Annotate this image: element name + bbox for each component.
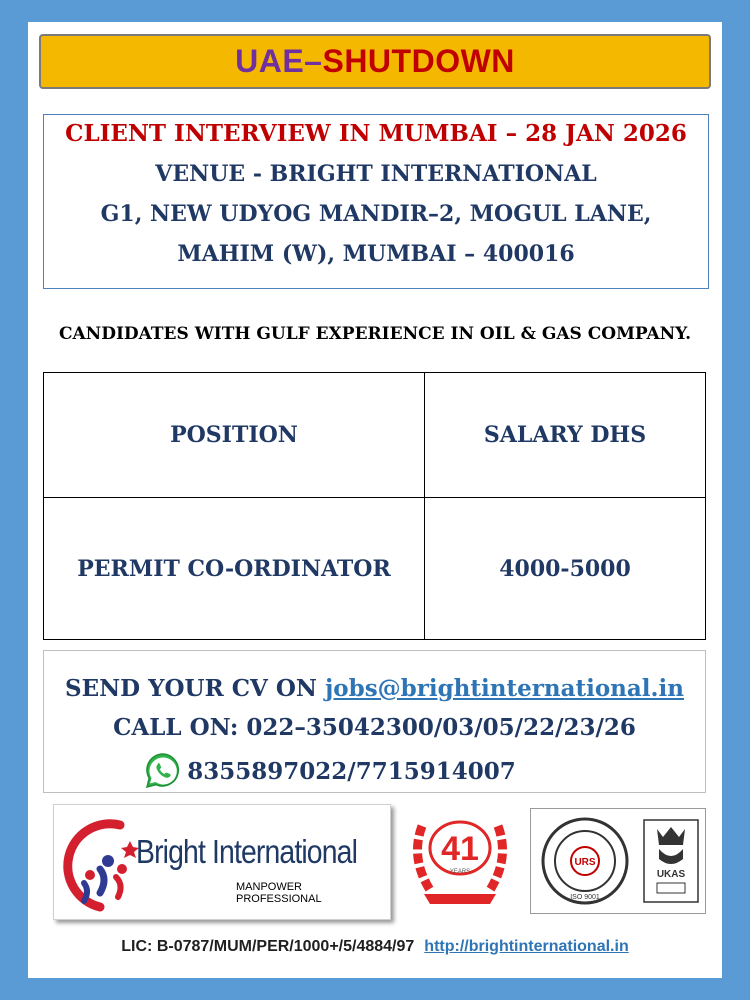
header-salary: SALARY DHS xyxy=(483,422,647,448)
call-line: CALL ON: 022–35042300/03/05/22/23/26 xyxy=(113,714,636,741)
urs-text: URS xyxy=(574,857,596,868)
interview-date: CLIENT INTERVIEW IN MUMBAI – 28 JAN 2026 xyxy=(65,120,687,147)
contact-box xyxy=(43,650,706,793)
venue-address-2: MAHIM (W), MUMBAI – 400016 xyxy=(177,241,575,267)
flyer-page xyxy=(28,22,722,978)
certification-badges xyxy=(530,808,706,914)
position-table xyxy=(43,372,706,640)
website-link[interactable]: http://brightinternational.in xyxy=(424,938,629,955)
ukas-mark-icon xyxy=(643,819,699,903)
requirement-text: CANDIDATES WITH GULF EXPERIENCE IN OIL & GAS COMPANY. xyxy=(58,324,692,344)
years-label: YEARS xyxy=(449,869,471,875)
venue-name: VENUE - BRIGHT INTERNATIONAL xyxy=(155,161,597,187)
footer-line xyxy=(28,938,722,956)
whatsapp-icon xyxy=(143,751,183,791)
header-position: POSITION xyxy=(170,422,298,448)
iso-text: ISO 9001 xyxy=(570,894,600,901)
company-logo xyxy=(53,804,391,920)
send-cv-line xyxy=(44,675,705,702)
license-number: LIC: B-0787/MUM/PER/1000+/5/4884/97 xyxy=(121,938,415,955)
title-banner xyxy=(39,34,711,89)
years-badge-icon xyxy=(400,798,520,918)
row-position: PERMIT CO-ORDINATOR xyxy=(77,555,391,582)
title-shutdown: SHUTDOWN xyxy=(322,43,515,79)
whatsapp-numbers: 8355897022/7715914007 xyxy=(187,757,516,785)
urs-seal-icon xyxy=(537,815,633,907)
logo-figure-icon xyxy=(60,811,142,915)
venue-box xyxy=(43,114,709,289)
email-link[interactable]: jobs@brightinternational.in xyxy=(324,675,685,702)
send-cv-label: SEND YOUR CV ON xyxy=(64,675,325,702)
title-uae: UAE– xyxy=(235,43,323,79)
years-number: 41 xyxy=(441,830,479,868)
logo-tagline: MANPOWER PROFESSIONAL xyxy=(236,881,322,905)
venue-address-1: G1, NEW UDYOG MANDIR–2, MOGUL LANE, xyxy=(100,201,652,227)
ukas-text: UKAS xyxy=(656,869,686,880)
row-salary: 4000-5000 xyxy=(499,555,631,582)
whatsapp-line xyxy=(0,751,705,791)
logo-name: Bright International xyxy=(136,833,358,870)
